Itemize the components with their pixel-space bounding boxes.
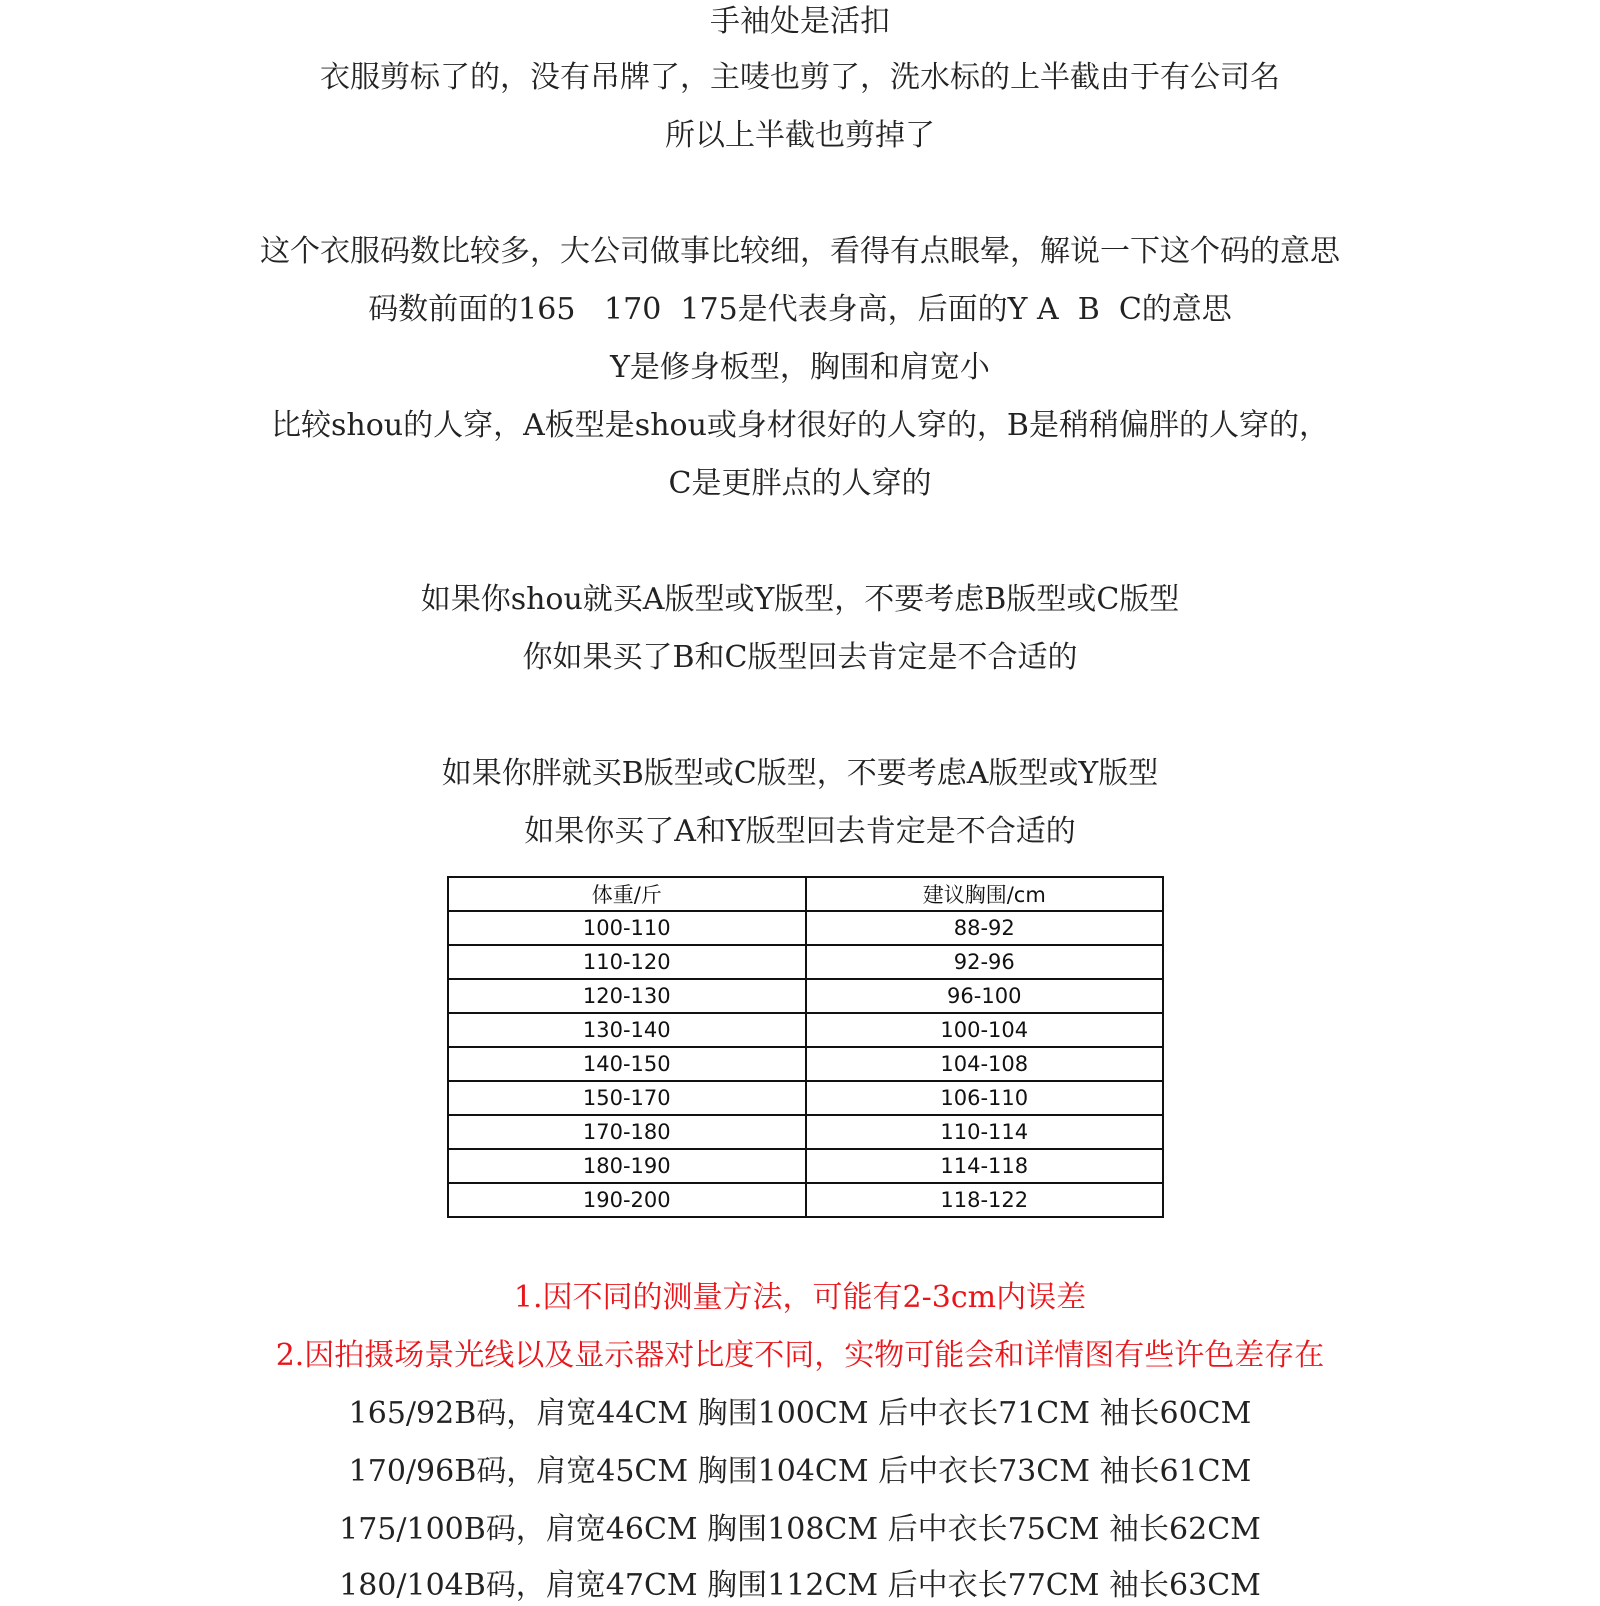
table-row xyxy=(448,1183,1163,1217)
chest-cell: 118-122 xyxy=(806,1183,1164,1217)
size-line-4: 180/104B码，肩宽47CM 胸围112CM 后中衣长77CM 袖长63CM xyxy=(339,1568,1261,1603)
weight-cell: 140-150 xyxy=(448,1047,806,1081)
table-row xyxy=(448,1047,1163,1081)
chest-cell: 96-100 xyxy=(806,979,1164,1013)
table-row xyxy=(448,1013,1163,1047)
table-row xyxy=(448,979,1163,1013)
explain-line-5: C是更胖点的人穿的 xyxy=(668,466,932,501)
table-row xyxy=(448,1149,1163,1183)
chest-cell: 114-118 xyxy=(806,1149,1164,1183)
intro-line-1: 手袖处是活扣 xyxy=(710,4,890,39)
chest-cell: 106-110 xyxy=(806,1081,1164,1115)
explain-line-4: 比较shou的人穿，A板型是shou或身材很好的人穿的，B是稍稍偏胖的人穿的， xyxy=(271,408,1329,443)
table-header-row xyxy=(448,877,1163,911)
weight-cell: 130-140 xyxy=(448,1013,806,1047)
table-row xyxy=(448,1115,1163,1149)
fat-advice-line-2: 如果你买了A和Y版型回去肯定是不合适的 xyxy=(524,814,1076,849)
table-row xyxy=(448,945,1163,979)
weight-chest-table xyxy=(447,876,1164,1218)
thin-advice-line-1: 如果你shou就买A版型或Y版型，不要考虑B版型或C版型 xyxy=(420,582,1180,617)
explain-line-1: 这个衣服码数比较多，大公司做事比较细，看得有点眼晕，解说一下这个码的意思 xyxy=(260,234,1340,269)
size-line-3: 175/100B码，肩宽46CM 胸围108CM 后中衣长75CM 袖长62CM xyxy=(339,1512,1261,1547)
header-chest: 建议胸围/cm xyxy=(806,877,1164,911)
chest-cell: 110-114 xyxy=(806,1115,1164,1149)
fat-advice-line-1: 如果你胖就买B版型或C版型，不要考虑A版型或Y版型 xyxy=(441,756,1159,791)
explain-line-3: Y是修身板型，胸围和肩宽小 xyxy=(610,350,990,385)
weight-cell: 180-190 xyxy=(448,1149,806,1183)
weight-cell: 110-120 xyxy=(448,945,806,979)
note-line-2: 2.因拍摄场景光线以及显示器对比度不同，实物可能会和详情图有些许色差存在 xyxy=(275,1338,1325,1373)
intro-line-2: 衣服剪标了的，没有吊牌了，主唛也剪了，洗水标的上半截由于有公司名 xyxy=(320,60,1280,95)
table-row xyxy=(448,911,1163,945)
chest-cell: 100-104 xyxy=(806,1013,1164,1047)
size-line-1: 165/92B码，肩宽44CM 胸围100CM 后中衣长71CM 袖长60CM xyxy=(348,1396,1252,1431)
header-weight: 体重/斤 xyxy=(448,877,806,911)
explain-line-2: 码数前面的165 170 175是代表身高，后面的Y A B C的意思 xyxy=(368,292,1232,327)
weight-cell: 190-200 xyxy=(448,1183,806,1217)
chest-cell: 92-96 xyxy=(806,945,1164,979)
thin-advice-line-2: 你如果买了B和C版型回去肯定是不合适的 xyxy=(522,640,1078,675)
table-row xyxy=(448,1081,1163,1115)
chest-cell: 88-92 xyxy=(806,911,1164,945)
size-line-2: 170/96B码，肩宽45CM 胸围104CM 后中衣长73CM 袖长61CM xyxy=(348,1454,1252,1489)
chest-cell: 104-108 xyxy=(806,1047,1164,1081)
note-line-1: 1.因不同的测量方法，可能有2-3cm内误差 xyxy=(513,1280,1087,1315)
weight-cell: 170-180 xyxy=(448,1115,806,1149)
weight-cell: 120-130 xyxy=(448,979,806,1013)
weight-cell: 100-110 xyxy=(448,911,806,945)
weight-cell: 150-170 xyxy=(448,1081,806,1115)
intro-line-3: 所以上半截也剪掉了 xyxy=(665,118,935,153)
